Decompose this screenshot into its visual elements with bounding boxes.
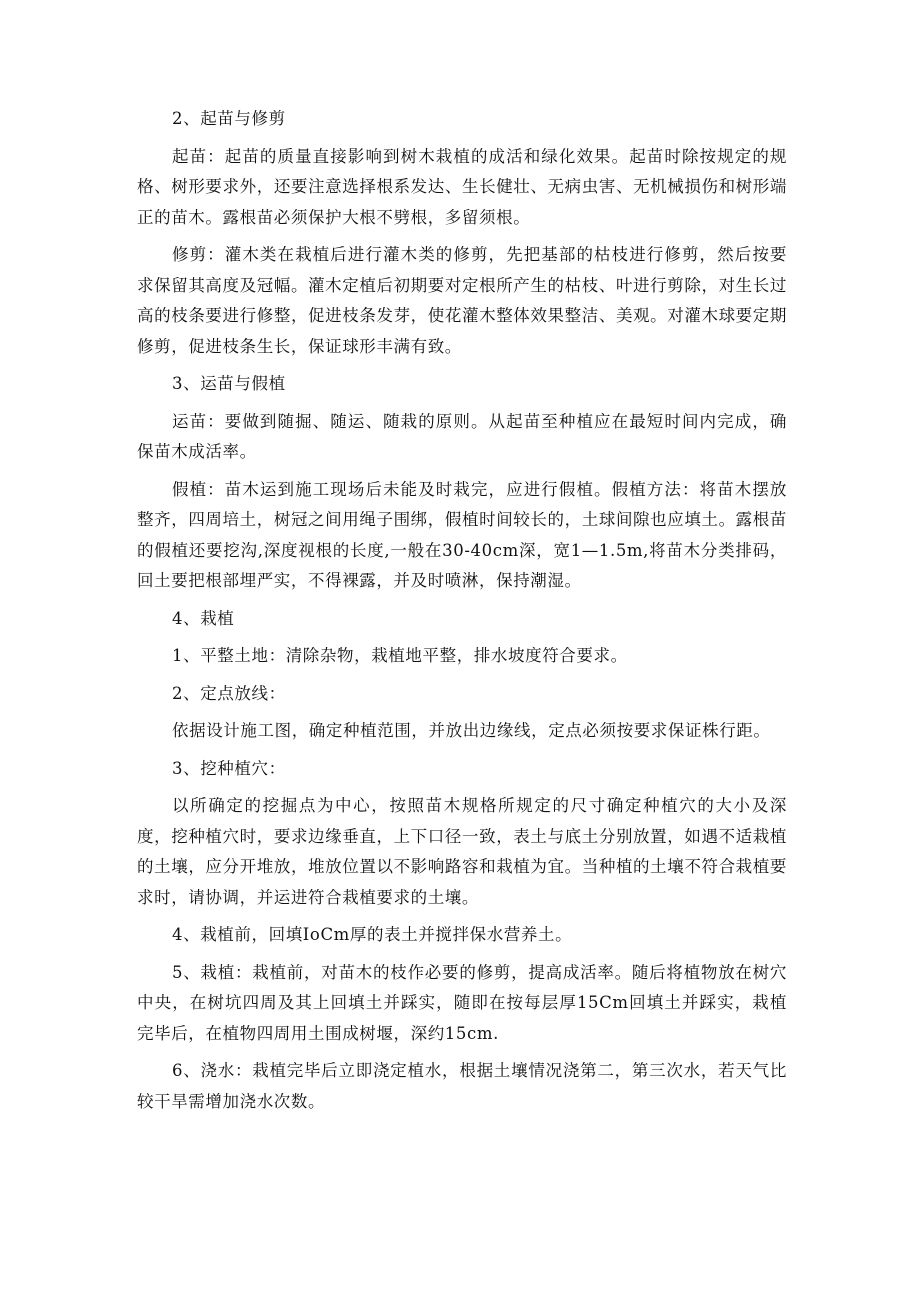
paragraph-pruning: 修剪：灌木类在栽植后进行灌木类的修剪，先把基部的枯枝进行修剪，然后按要求保留其高度及冠幅。灌木定植后初期要对定根所产生的枯枝、叶进行剪除，对生长过高的枝条要进行修整，促进枝条发芽，使花灌木整体效果整洁、美观。对灌木球要定期修剪，促进枝条生长，保证球形丰满有致。 (137, 245, 787, 356)
section-heading-transport: 3、运苗与假植 (172, 374, 286, 393)
document-body (137, 104, 787, 1124)
paragraph-lifting: 起苗：起苗的质量直接影响到树木栽植的成活和绿化效果。起苗时除按规定的规格、树形要求外，还要注意选择根系发达、生长健壮、无病虫害、无机械损伤和树形端正的苗木。露根苗必须保护大根不劈根，多留须根。 (137, 146, 787, 227)
list-item-level-ground: 1、平整土地：清除杂物，栽植地平整，排水坡度符合要求。 (172, 646, 628, 665)
paragraph-transport: 运苗：要做到随掘、随运、随栽的原则。从起苗至种植应在最短时间内完成，确保苗木成活率。 (137, 411, 787, 461)
list-item-watering: 6、浇水：栽植完毕后立即浇定植水，根据土壤情况浇第二，第三次水，若天气比较干旱需增加浇水次数。 (137, 1061, 787, 1111)
paragraph-staking-out: 依据设计施工图，确定种植范围，并放出边缘线，定点必须按要求保证株行距。 (172, 721, 771, 740)
list-item-staking-out: 2、定点放线： (172, 683, 286, 703)
paragraph-dig-pits: 以所确定的挖掘点为中心，按照苗木规格所规定的尺寸确定种植穴的大小及深度，挖种植穴时，要求边缘垂直，上下口径一致，表土与底土分别放置，如遇不适栽植的土壤，应分开堆放，堆放位置以不影响路容和栽植为宜。当种植的土壤不符合栽植要求时，请协调，并运进符合栽植要求的土壤。 (137, 796, 787, 907)
list-item-backfill: 4、栽植前，回填IoCm厚的表土并搅拌保水营养土。 (172, 925, 573, 944)
paragraph-heeling-in: 假植：苗木运到施工现场后未能及时栽完，应进行假植。假植方法：将苗木摆放整齐，四周培土，树冠之间用绳子围绑，假植时间较长的，土球间隙也应填土。露根苗的假植还要挖沟,深度视根的长度,一般在30-40cm深，宽1—1.5m,将苗木分类排码，回土要把根部埋严实，不得裸露，并及时喷淋，保持潮湿。 (137, 479, 787, 590)
section-heading-planting: 4、栽植 (172, 608, 235, 628)
list-item-dig-pits: 3、挖种植穴： (172, 758, 286, 778)
list-item-planting: 5、栽植：栽植前，对苗木的枝作必要的修剪，提高成活率。随后将植物放在树穴中央，在树坑四周及其上回填土并踩实，随即在按每层厚15Cm回填土并踩实，栽植完毕后，在植物四周用土围成树堰，深约15cm. (137, 962, 787, 1043)
section-heading-seedling-lifting: 2、起苗与修剪 (172, 109, 286, 128)
